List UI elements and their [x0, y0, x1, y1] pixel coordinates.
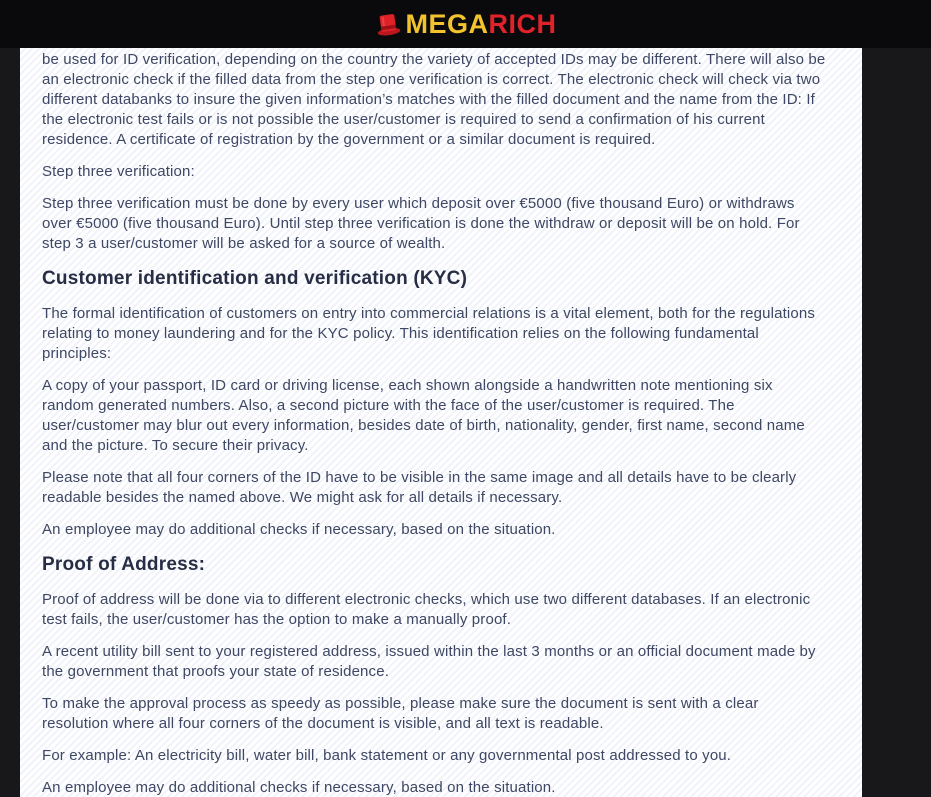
paragraph: Step three verification:: [42, 163, 195, 180]
top-hat-icon: [375, 11, 401, 37]
paragraph: An employee may do additional checks if necessary, based on the situation.: [42, 521, 556, 538]
logo-text-mega: MEGA: [405, 8, 489, 39]
section-heading: Proof of Address:: [42, 554, 206, 575]
paragraph: Proof of address will be done via to different electronic checks, which use two different databases. If an electronic test fails, the user/customer has the option to make a manually proof.: [42, 591, 811, 628]
paragraph: Step three verification must be done by every user which deposit over €5000 (five thousand Euro) or withdraws over €5000 (five thousand Euro). Until step three verification is done the withdraw or deposit will be on hold. For step 3 a user/customer will be asked for a source of wealth.: [42, 195, 800, 252]
paragraph: An employee may do additional checks if necessary, based on the situation.: [42, 779, 556, 796]
paragraph: A copy of your passport, ID card or driving license, each shown alongside a handwritten note mentioning six random generated numbers. Also, a second picture with the face of the user/customer is required. The user/customer may blur out every information, besides date of birth, nationality, gender, first name, second name and the picture. To secure their privacy.: [42, 377, 805, 454]
paragraph: Please note that all four corners of the ID have to be visible in the same image and all details have to be clearly readable besides the named above. We might ask for all details if necessary.: [42, 469, 797, 506]
site-logo[interactable]: [375, 8, 557, 39]
paragraph: For example: An electricity bill, water bill, bank statement or any governmental post addressed to you.: [42, 747, 732, 764]
logo-text-rich: RICH: [488, 8, 557, 39]
section-heading: Customer identification and verification (KYC): [42, 268, 468, 289]
content-area: [20, 48, 862, 797]
paragraph: A recent utility bill sent to your registered address, issued within the last 3 months or an official document made by the government that proofs your state of residence.: [42, 643, 816, 680]
paragraph: The formal identification of customers on entry into commercial relations is a vital element, both for the regulations relating to money laundering and for the KYC policy. This identification relies on the following fundamental principles:: [42, 305, 816, 362]
site-header: [0, 0, 931, 48]
logo-wordmark: [405, 8, 557, 39]
paragraph: To make the approval process as speedy as possible, please make sure the document is sent with a clear resolution where all four corners of the document is visible, and all text is readable.: [42, 695, 759, 732]
paragraph: be used for ID verification, depending on the country the variety of accepted IDs may be different. There will also be an electronic check if the filled data from the step one verification is correct. The electronic check will check via two different databanks to insure the given information’s matches with the filled document and the name from the ID: If the electronic test fails or is not possible the user/customer is required to send a confirmation of his current residence. A certificate of registration by the government or a similar document is required.: [42, 51, 826, 148]
